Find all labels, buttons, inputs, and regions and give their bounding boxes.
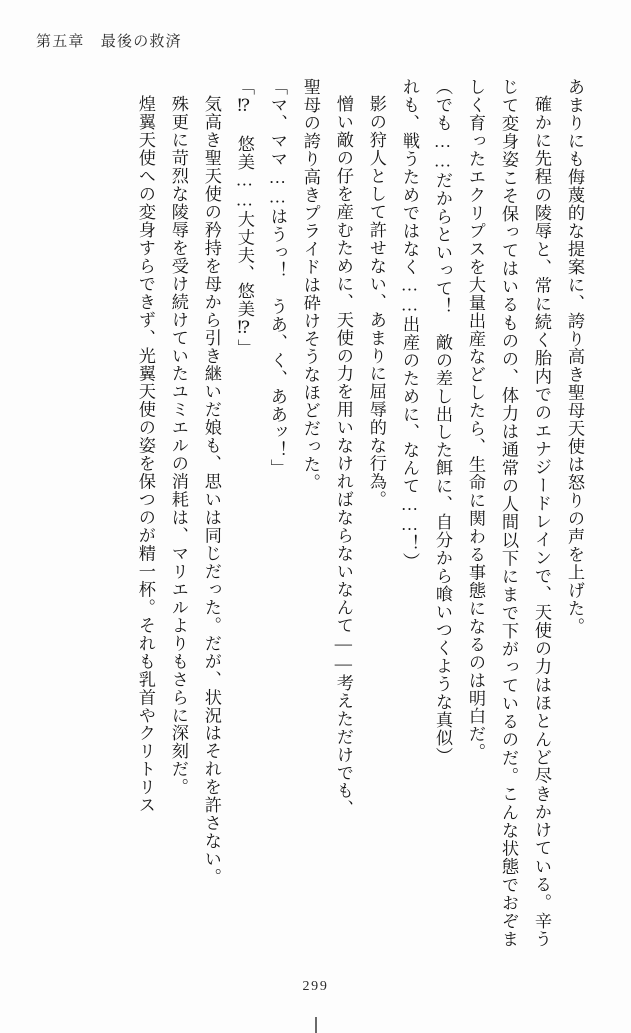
paragraph: 憎い敵の仔を産むために、天使の力を用いなければならないなんて――考えただけでも、	[333, 95, 353, 818]
paragraph: 確かに先程の陵辱と、常に続く胎内でのエナジードレインで、天使の力はほとんど尽きかけている。辛うじて変身姿こそ保ってはいるものの、体力は通常の人間以下にまで下がっているのだ。こんな状態でおぞましく育ったエクリプスを大量出産などしたら、生命に関わる事態になるのは明白だ。	[465, 78, 551, 948]
paragraph: 気高き聖天使の矜持を母から引き継いだ娘も、思いは同じだった。だが、状況はそれを許さない。	[201, 95, 221, 887]
paragraph: あまりにも侮蔑的な提案に、誇り高き聖母天使は怒りの声を上げた。	[565, 78, 584, 636]
paragraph: 聖母の誇り高きプライドは砕けそうなほどだった。	[300, 78, 320, 492]
binding-tick	[315, 1017, 317, 1033]
paragraph: 「⁉ 悠美……大丈夫、悠美⁉」	[234, 78, 254, 357]
paragraph: 影の狩人として許せない、あまりに屈辱的な行為。	[366, 95, 386, 509]
page-number: 299	[302, 979, 329, 994]
paragraph: （でも……だからといって！ 敵の差し出した餌に、自分から喰いつくような真似）	[432, 78, 452, 765]
body-text-vertical	[36, 78, 591, 948]
paragraph: 「マ、ママ……はうっ！ うあ、く、ああッ！」	[267, 78, 287, 478]
running-head-chapter-title: 第五章 最後の救済	[36, 34, 182, 50]
paragraph: れも、戦うためではなく……出産のために、なんて……！）	[399, 78, 419, 571]
paragraph: 殊更に苛烈な陵辱を受け続けていたユミエルの消耗は、マリエルよりもさらに深刻だ。	[168, 95, 188, 797]
paragraph: 煌翼天使への変身すらできず、光翼天使の姿を保つのが精一杯。それも乳首やクリトリス	[135, 95, 155, 815]
